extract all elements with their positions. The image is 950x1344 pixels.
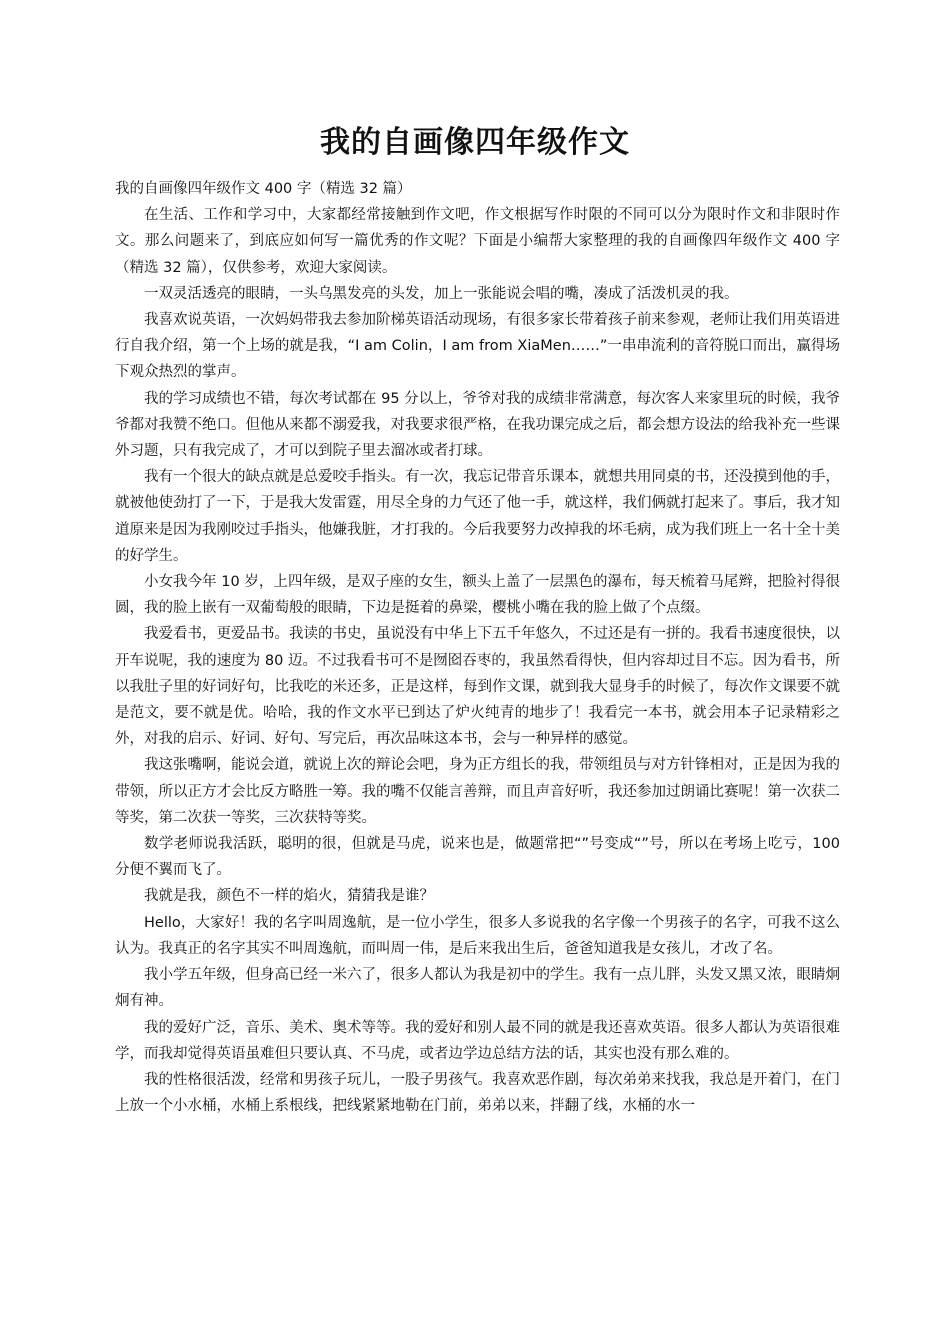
paragraph: 我爱看书，更爱品书。我读的书史，虽说没有中华上下五千年悠久，不过还是有一拼的。我看书速度很快，以开车说呢，我的速度为 80 迈。不过我看书可不是囫囵吞枣的，我虽然看得快，但内容却过目不忘。因为看书，所以我肚子里的好词好句，比我吃的米还多，正是这样，每到作文课，就到我大显身手的时候了，每次作文课要不就是范文，要不就是优。哈哈，我的作文水平已到达了炉火纯青的地步了！我看完一本书，就会用本子记录精彩之外，对我的启示、好词、好句、写完后，再次品味这本书，会与一种异样的感觉。 [115, 626, 840, 748]
paragraph: 我小学五年级，但身高已经一米六了，很多人都认为我是初中的学生。我有一点儿胖，头发又黑又浓，眼睛炯炯有神。 [115, 967, 840, 1010]
paragraph: 小女我今年 10 岁，上四年级，是双子座的女生，额头上盖了一层黑色的瀑布，每天梳着马尾辫，把脸衬得很圆，我的脸上嵌有一双葡萄般的眼睛，下边是挺着的鼻梁，樱桃小嘴在我的脸上做了个点缀。 [115, 574, 840, 617]
paragraph: 我有一个很大的缺点就是总爱咬手指头。有一次，我忘记带音乐课本，就想共用同桌的书，还没摸到他的手，就被他使劲打了一下，于是我大发雷霆，用尽全身的力气还了他一手，就这样，我们俩就打起来了。事后，我才知道原来是因为我刚咬过手指头，他嫌我脏，才打我的。今后我要努力改掉我的坏毛病，成为我们班上一名十全十美的好学生。 [115, 469, 840, 564]
paragraph: 我这张嘴啊，能说会道，就说上次的辩论会吧，身为正方组长的我，带领组员与对方针锋相对，正是因为我的带领，所以正方才会比反方略胜一筹。我的嘴不仅能言善辩，而且声音好听，我还参加过朗诵比赛呢！第一次获二等奖，第二次获一等奖，三次获特等奖。 [115, 757, 840, 826]
paragraph: 我的爱好广泛，音乐、美术、奥术等等。我的爱好和别人最不同的就是我还喜欢英语。很多人都认为英语很难学，而我却觉得英语虽难但只要认真、不马虎，或者边学边总结方法的话，其实也没有那么难的。 [115, 1019, 840, 1062]
paragraph: Hello，大家好！我的名字叫周逸航，是一位小学生，很多人多说我的名字像一个男孩子的名字，可我不这么认为。我真正的名字其实不叫周逸航，而叫周一伟，是后来我出生后，爸爸知道我是女孩儿，才改了名。 [115, 914, 840, 957]
paragraph: 我的学习成绩也不错，每次考试都在 95 分以上，爷爷对我的成绩非常满意，每次客人来家里玩的时候，我爷爷都对我赞不绝口。但他从来都不溺爱我，对我要求很严格，在我功课完成之后，都会想方设法的给我补充一些课外习题，只有我完成了，才可以到院子里去溜冰或者打球。 [115, 390, 840, 460]
paragraph: 我就是我，颜色不一样的焰火，猜猜我是谁？ [144, 888, 434, 905]
paragraph: 一双灵活透亮的眼睛，一头乌黑发亮的头发，加上一张能说会唱的嘴，凑成了活泼机灵的我。 [144, 285, 739, 302]
document-body [115, 176, 840, 1119]
paragraph: 我的性格很活泼，经常和男孩子玩儿，一股子男孩气。我喜欢恶作剧，每次弟弟来找我，我总是开着门，在门上放一个小水桶，水桶上系根线，把线紧紧地勒在门前，弟弟以来，拌翻了线，水桶的水一 [115, 1071, 840, 1115]
document-title: 我的自画像四年级作文 [320, 125, 630, 161]
paragraph: 数学老师说我活跃，聪明的很，但就是马虎，说来也是，做题常把“”号变成“”号，所以在考场上吃亏，100 分便不翼而飞了。 [115, 836, 840, 879]
paragraph: 我喜欢说英语，一次妈妈带我去参加阶梯英语活动现场，有很多家长带着孩子前来参观，老师让我们用英语进行自我介绍，第一个上场的就是我，“I am Colin，I am from XiaMen……”一串串流利的音符脱口而出，赢得场下观众热烈的掌声。 [115, 312, 840, 381]
document-subtitle: 我的自画像四年级作文 400 字（精选 32 篇） [115, 181, 412, 197]
paragraph: 在生活、工作和学习中，大家都经常接触到作文吧，作文根据写作时限的不同可以分为限时作文和非限时作文。那么问题来了，到底应如何写一篇优秀的作文呢？下面是小编帮大家整理的我的自画像四年级作文 400 字（精选 32 篇），仅供参考，欢迎大家阅读。 [115, 207, 840, 276]
